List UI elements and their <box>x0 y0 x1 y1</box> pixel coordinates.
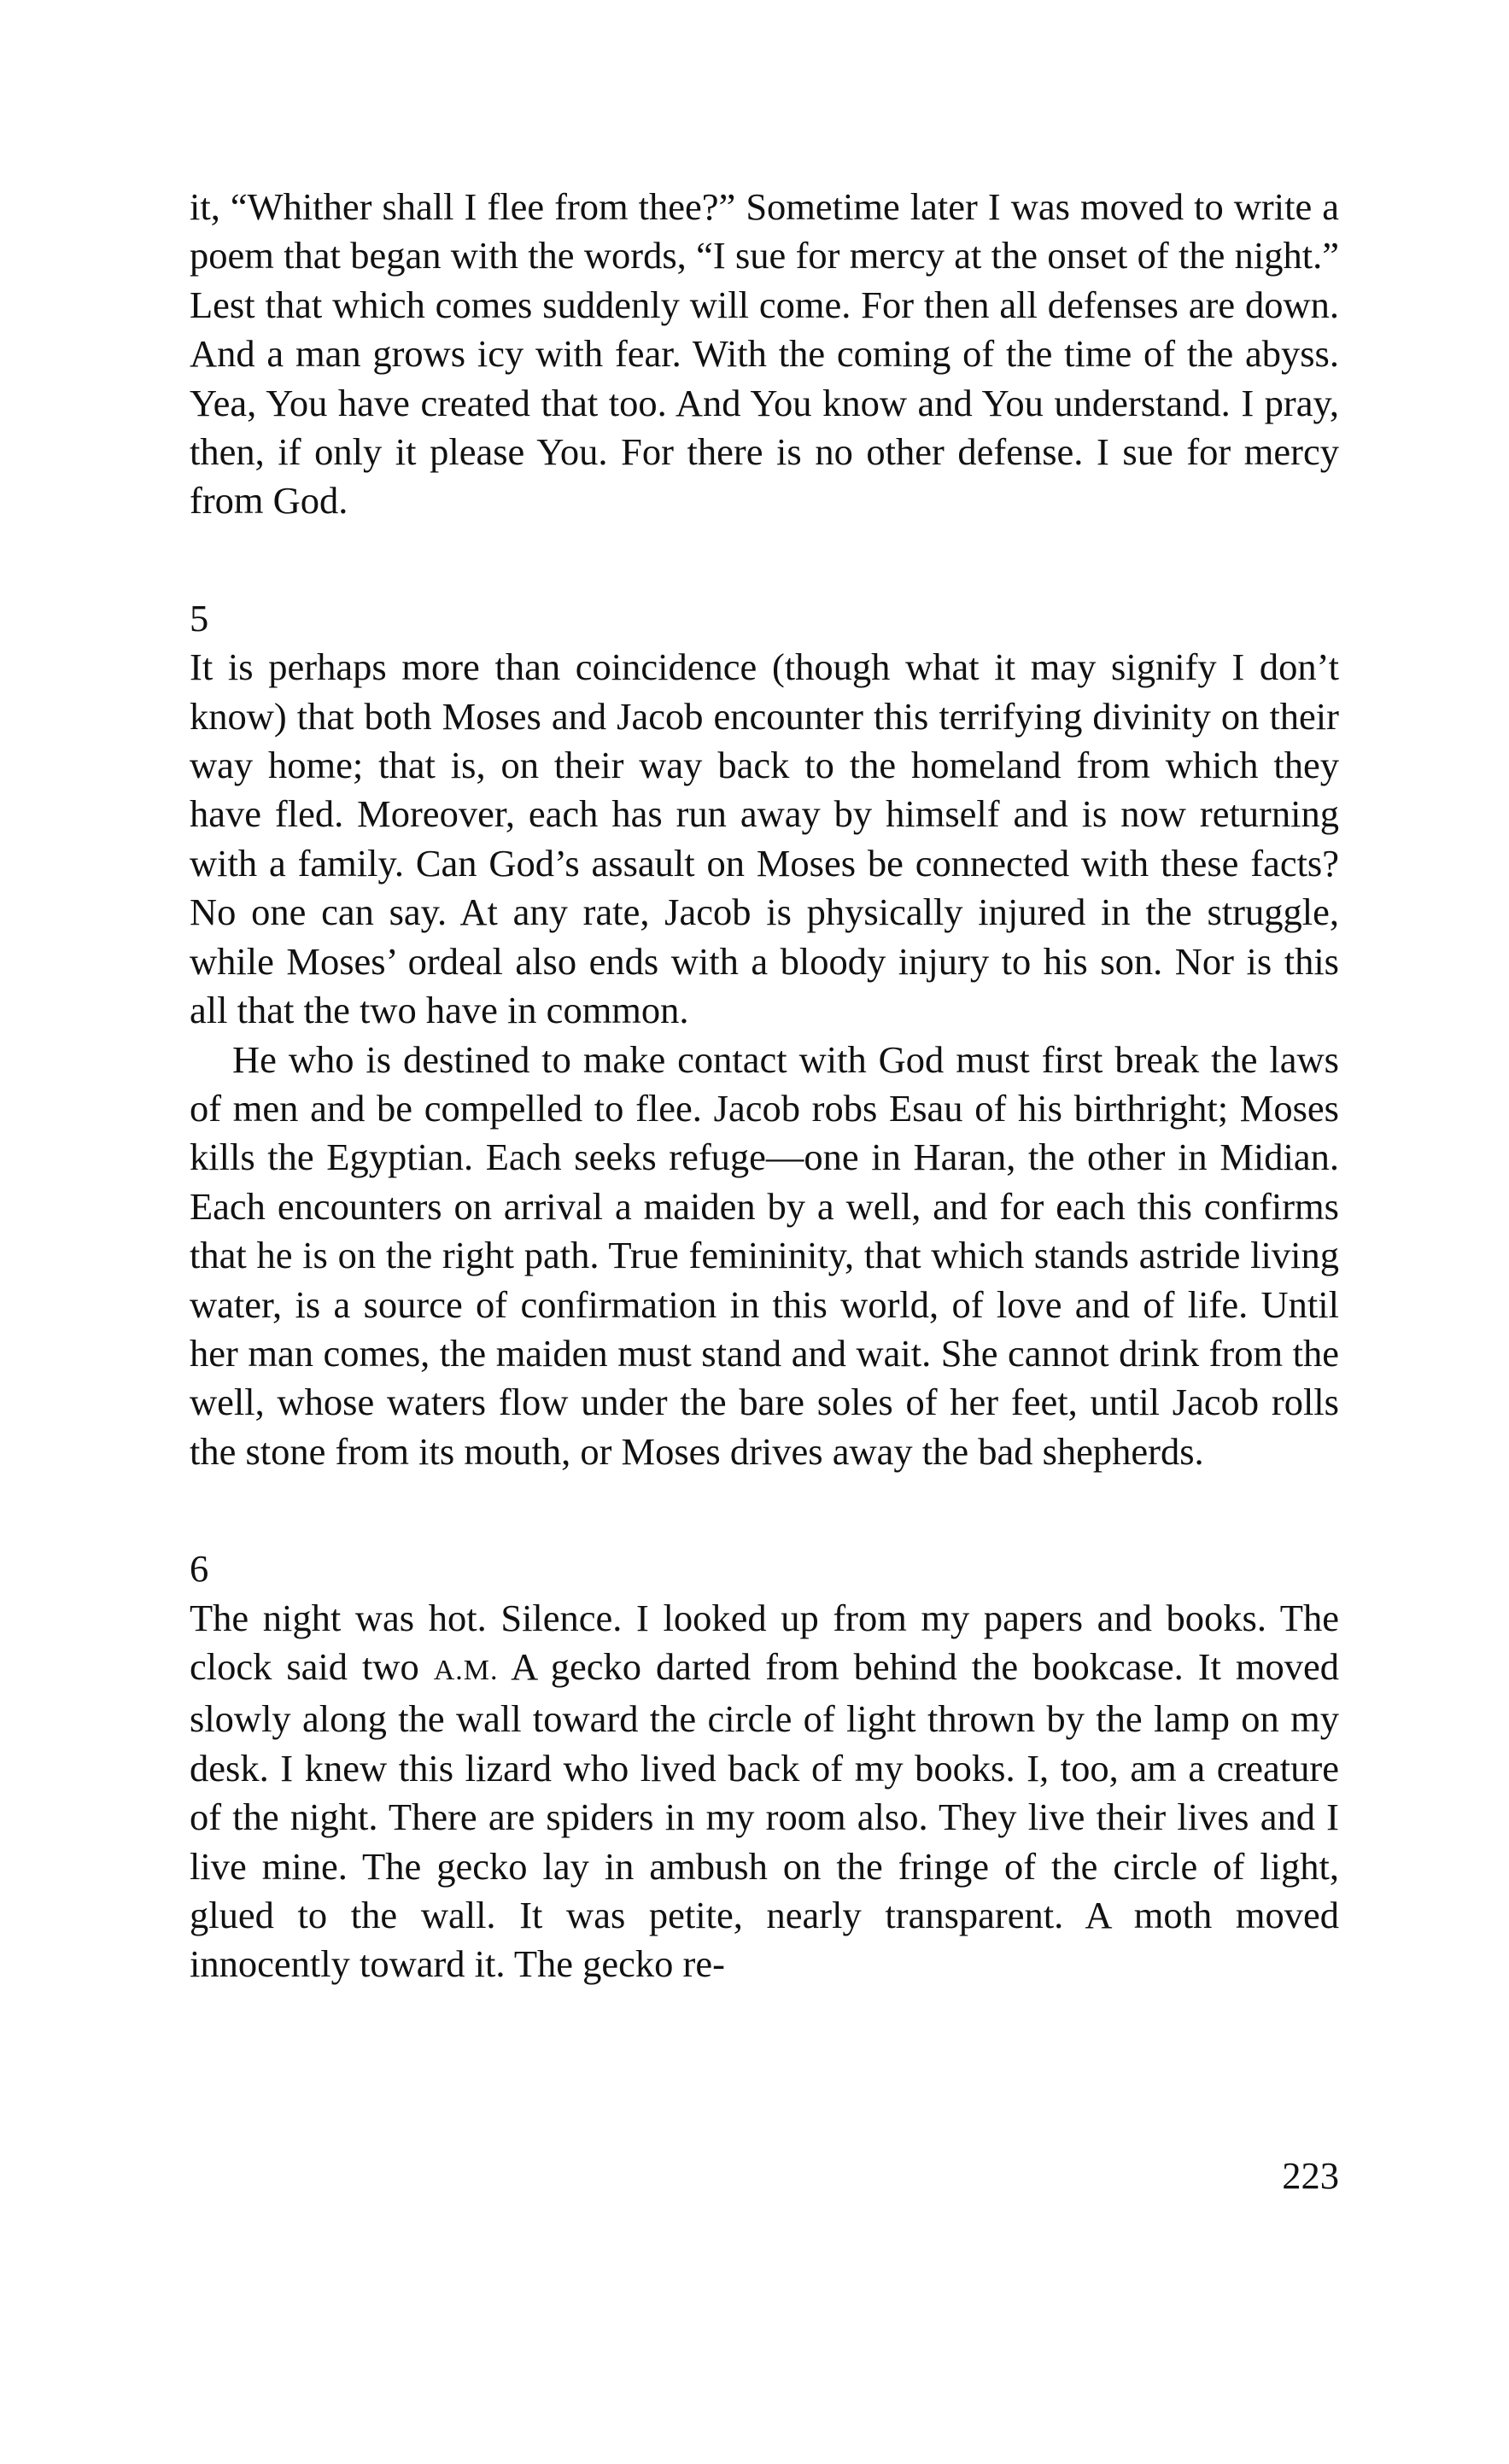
section-number-6: 6 <box>190 1547 209 1591</box>
section-6-paragraph-1 <box>190 1594 1339 1989</box>
section-6-text-before-time: The night was hot. Silence. I looked up from my papers and books. The clock said two <box>190 1596 1339 1688</box>
section-6-text-after-time: A gecko darted from behind the bookcase. It moved slowly along the wall toward the circle of light thrown by the lamp on my desk. I knew this lizard who lived back of my books. I, too, am a creature of the night. There are spiders in my room also. They live their lives and I live mine. The gecko lay in ambush on the fringe of the circle of light, glued to the wall. It was petite, nearly transparent. A moth moved innocently toward it. The gecko re- <box>190 1644 1339 1986</box>
page-number: 223 <box>1282 2154 1339 2197</box>
page-body <box>190 183 1339 1989</box>
time-abbreviation: A.M. <box>433 1654 499 1686</box>
section-5-paragraph-1: It is perhaps more than coincidence (though what it may signify I don’t know) that both Moses and Jacob encounter this terrifying divinity on their way home; that is, on their way back to the homeland from which they have fled. Moreover, each has run away by himself and is now returning with a family. Can God’s assault on Moses be connected with these facts? No one can say. At any rate, Jacob is physically injured in the struggle, while Moses’ ordeal also ends with a bloody injury to his son. Nor is this all that the two have in common. <box>190 645 1339 1032</box>
section-number-5: 5 <box>190 596 209 639</box>
paragraph-continuation: it, “Whither shall I flee from thee?” Sometime later I was moved to write a poem that began with the words, “I sue for mercy at the onset of the night.” Lest that which comes suddenly will come. For then all defenses are down. And a man grows icy with fear. With the coming of the time of the abyss. Yea, You have created that too. And You know and You understand. I pray, then, if only it please You. For there is no other defense. I sue for mercy from God. <box>190 185 1339 523</box>
section-5-paragraph-2: He who is destined to make contact with God must first break the laws of men and be compelled to flee. Jacob robs Esau of his birthright; Moses kills the Egyptian. Each seeks refuge—one in Haran, the other in Midian. Each encounters on arrival a maiden by a well, and for each this confirms that he is on the right path. True femininity, that which stands astride living water, is a source of confirmation in this world, of love and of life. Until her man comes, the maiden must stand and wait. She cannot drink from the well, whose waters flow under the bare soles of her feet, until Jacob rolls the stone from its mouth, or Moses drives away the bad shepherds. <box>190 1037 1339 1473</box>
